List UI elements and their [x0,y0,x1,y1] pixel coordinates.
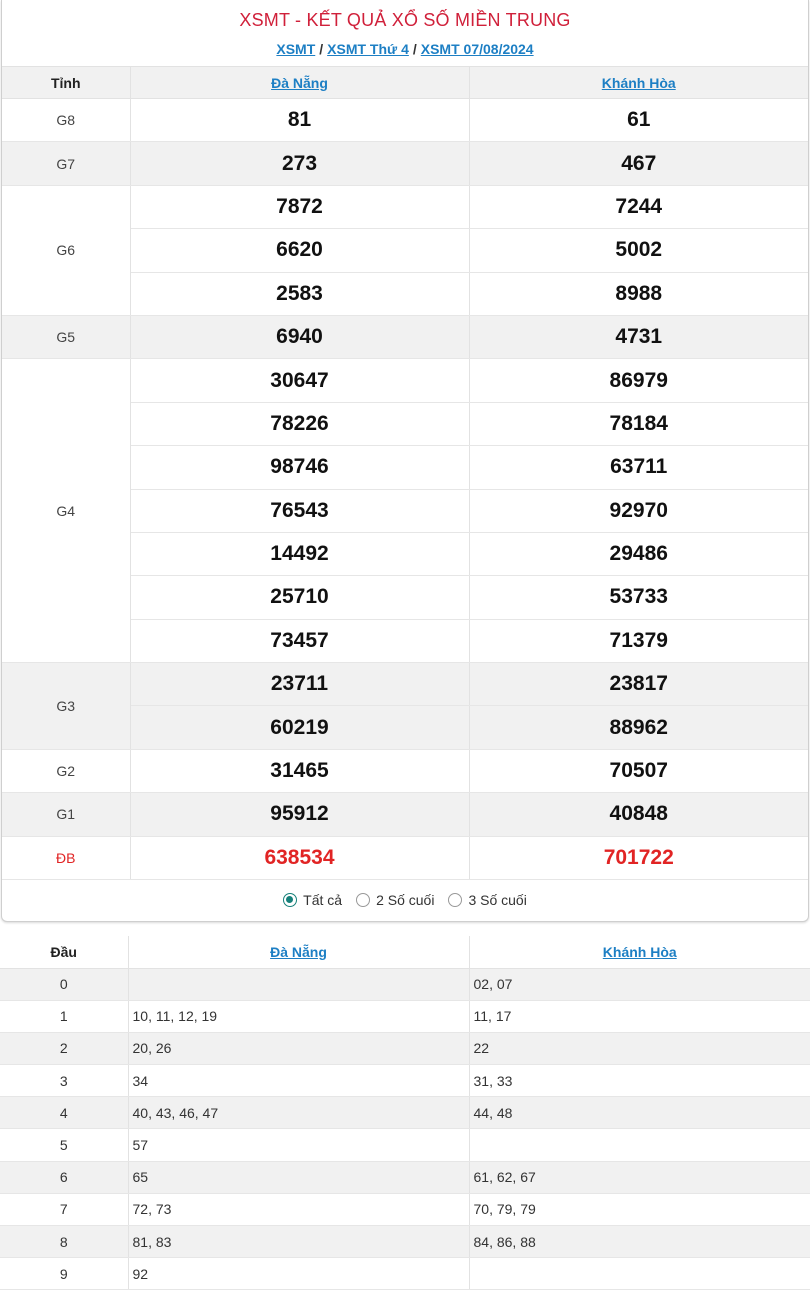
prize-number: 71379 [469,619,808,662]
prize-number: 273 [130,142,469,185]
loto-head-digit: 0 [0,968,128,1000]
loto-head-digit: 5 [0,1129,128,1161]
radio-button-icon[interactable] [283,893,297,907]
prize-number: 25710 [130,576,469,619]
loto-row [0,1065,810,1097]
prize-row [2,142,808,185]
prize-number: 76543 [130,489,469,532]
prize-number: 8988 [469,272,808,315]
results-header-row [2,67,808,99]
prize-number: 29486 [469,532,808,575]
prize-label: G1 [2,793,130,836]
prize-label: G4 [2,359,130,663]
prize-row [2,749,808,792]
province-link-khanh-hoa[interactable]: Khánh Hòa [601,74,676,91]
loto-values: 92 [128,1258,469,1290]
loto-values: 57 [128,1129,469,1161]
prize-number: 23817 [469,663,808,706]
filter-option-label: 2 Số cuối [376,892,435,909]
prize-number: 638534 [130,836,469,879]
prize-number: 6620 [130,229,469,272]
loto-header-row [0,936,810,968]
prize-number: 63711 [469,446,808,489]
loto-values: 72, 73 [128,1193,469,1225]
filter-option-label: Tất cả [303,892,343,909]
loto-head-digit: 2 [0,1032,128,1064]
prize-number: 53733 [469,576,808,619]
loto-head-digit: 6 [0,1161,128,1193]
prize-number: 40848 [469,793,808,836]
prize-number: 98746 [130,446,469,489]
breadcrumb [2,38,808,66]
prize-number: 78184 [469,402,808,445]
loto-row [0,1129,810,1161]
prize-label: G6 [2,185,130,315]
prize-row [2,99,808,142]
loto-values: 34 [128,1065,469,1097]
loto-values: 44, 48 [469,1097,810,1129]
prize-number: 78226 [130,402,469,445]
filter-option[interactable] [356,892,434,908]
results-panel [1,0,809,922]
filter-option[interactable] [448,892,526,908]
breadcrumb-xsmt-link[interactable]: XSMT [276,41,316,57]
prize-number: 4731 [469,315,808,358]
loto-head-column-header: Đầu [0,936,128,968]
prize-number: 701722 [469,836,808,879]
prize-row [2,793,808,836]
loto-head-digit: 3 [0,1065,128,1097]
loto-values: 65 [128,1161,469,1193]
loto-values [128,968,469,1000]
loto-head-digit: 4 [0,1097,128,1129]
prize-number: 5002 [469,229,808,272]
radio-button-icon[interactable] [356,893,370,907]
loto-values: 20, 26 [128,1032,469,1064]
loto-values: 10, 11, 12, 19 [128,1000,469,1032]
prize-row [2,185,808,228]
prize-row [2,663,808,706]
loto-values: 70, 79, 79 [469,1193,810,1225]
breadcrumb-weekday-link[interactable]: XSMT Thứ 4 [327,41,409,57]
prize-number: 88962 [469,706,808,749]
page-title: XSMT - KẾT QUẢ XỔ SỐ MIỀN TRUNG [239,10,571,30]
prize-row [2,359,808,402]
loto-row [0,1097,810,1129]
prize-number: 2583 [130,272,469,315]
digit-filter [2,880,808,920]
prize-label: G7 [2,142,130,185]
province-link-da-nang[interactable]: Đà Nẵng [271,74,328,91]
loto-values: 40, 43, 46, 47 [128,1097,469,1129]
prize-number: 7872 [130,185,469,228]
prize-label: G5 [2,315,130,358]
loto-values: 61, 62, 67 [469,1161,810,1193]
prize-label: G3 [2,663,130,750]
prize-number: 30647 [130,359,469,402]
loto-row [0,1258,810,1290]
loto-values: 11, 17 [469,1000,810,1032]
filter-option[interactable] [283,892,342,908]
loto-head-table [0,936,810,1290]
loto-head-digit: 1 [0,1000,128,1032]
prize-number: 60219 [130,706,469,749]
prize-number: 92970 [469,489,808,532]
prize-number: 86979 [469,359,808,402]
loto-row [0,968,810,1000]
loto-values: 22 [469,1032,810,1064]
loto-values: 31, 33 [469,1065,810,1097]
prize-number: 73457 [130,619,469,662]
prize-number: 467 [469,142,808,185]
loto-head-digit: 8 [0,1226,128,1258]
prize-number: 70507 [469,749,808,792]
filter-option-label: 3 Số cuối [468,892,527,909]
prize-number: 7244 [469,185,808,228]
prize-label: G2 [2,749,130,792]
prize-number: 6940 [130,315,469,358]
prize-number: 14492 [130,532,469,575]
loto-values: 81, 83 [128,1226,469,1258]
loto-province-link-khanh-hoa[interactable]: Khánh Hòa [602,943,677,960]
prize-number: 23711 [130,663,469,706]
prize-label: ĐB [2,836,130,879]
loto-head-digit: 9 [0,1258,128,1290]
breadcrumb-separator: / [412,41,417,57]
loto-values: 02, 07 [469,968,810,1000]
loto-row [0,1161,810,1193]
loto-row [0,1193,810,1225]
loto-row [0,1032,810,1064]
prize-label: G8 [2,99,130,142]
loto-head-digit: 7 [0,1193,128,1225]
prize-number: 81 [130,99,469,142]
loto-row [0,1226,810,1258]
prize-number: 95912 [130,793,469,836]
loto-values [469,1258,810,1290]
prize-row [2,315,808,358]
breadcrumb-date-link[interactable]: XSMT 07/08/2024 [420,41,534,57]
loto-values [469,1129,810,1161]
loto-province-link-da-nang[interactable]: Đà Nẵng [270,943,327,960]
results-table [2,66,808,880]
province-column-header: Tỉnh [2,67,130,99]
breadcrumb-separator: / [319,41,324,57]
loto-values: 84, 86, 88 [469,1226,810,1258]
prize-row [2,836,808,879]
radio-button-icon[interactable] [448,893,462,907]
loto-row [0,1000,810,1032]
prize-number: 61 [469,99,808,142]
prize-number: 31465 [130,749,469,792]
